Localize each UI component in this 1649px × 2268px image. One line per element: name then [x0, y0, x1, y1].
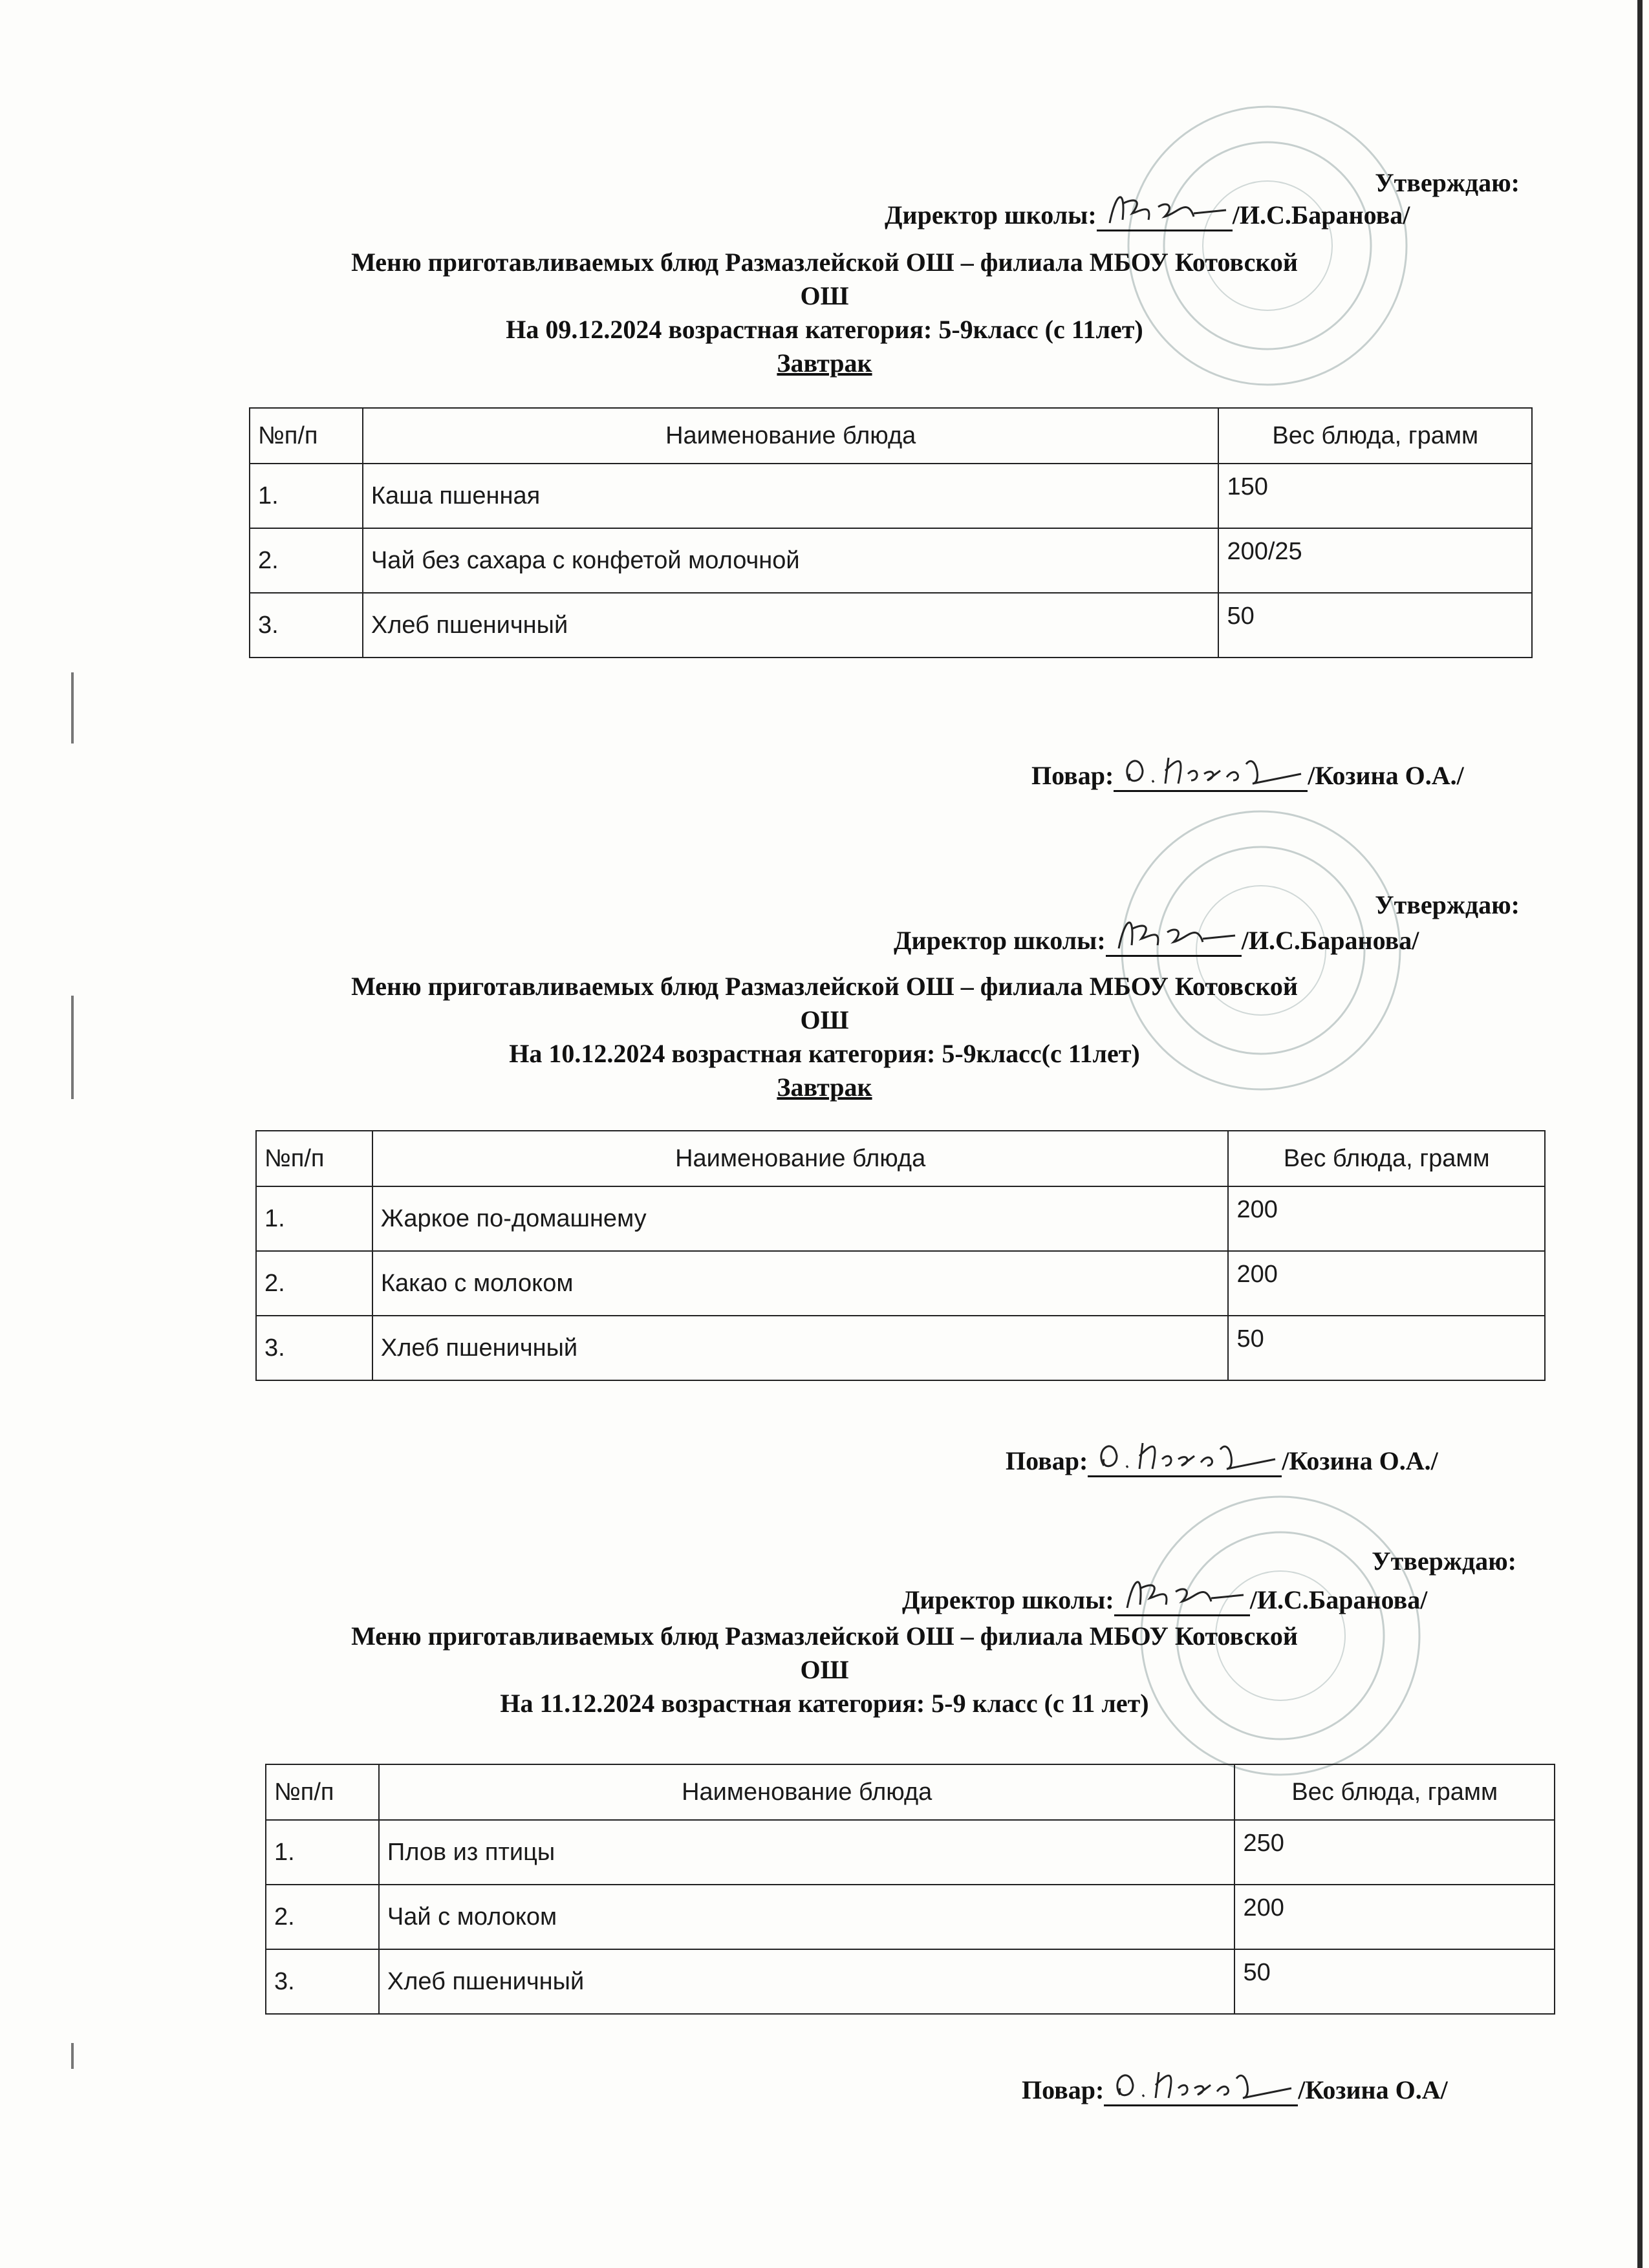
col-header-weight: Вес блюда, грамм [1234, 1764, 1555, 1820]
dish-weight: 50 [1234, 1949, 1555, 2014]
cook-signature [1114, 745, 1308, 797]
col-header-dish: Наименование блюда [379, 1764, 1235, 1820]
menu-title-line2: ОШ [800, 1655, 849, 1684]
dish-weight: 200 [1234, 1885, 1555, 1949]
table-row [250, 528, 1532, 593]
table-row [266, 1885, 1555, 1949]
menu-date-line: На 11.12.2024 возрастная категория: 5-9 класс (с 11 лет) [500, 1689, 1149, 1718]
director-label: Директор школы: [885, 200, 1097, 230]
menu-title-line1: Меню приготавливаемых блюд Размазлейской ОШ – филиала МБОУ Котовской [351, 248, 1298, 277]
dish-weight: 200/25 [1218, 528, 1532, 593]
cook-name: /Козина О.А./ [1282, 1446, 1438, 1475]
dish-name: Хлеб пшеничный [372, 1316, 1229, 1380]
col-header-number: №п/п [250, 408, 363, 464]
menu-table [255, 1130, 1546, 1381]
row-number: 2. [266, 1885, 379, 1949]
menu-date-line: На 09.12.2024 возрастная категория: 5-9класс (с 11лет) [506, 315, 1143, 344]
table-row [266, 1820, 1555, 1885]
cook-label: Повар: [1022, 2075, 1105, 2104]
row-number: 1. [256, 1186, 372, 1251]
director-signature [1106, 910, 1242, 961]
director-signature [1114, 1569, 1250, 1621]
scan-mark [71, 672, 74, 744]
director-label: Директор школы: [894, 926, 1106, 955]
table-row [250, 593, 1532, 658]
col-header-number: №п/п [256, 1131, 372, 1186]
row-number: 3. [266, 1949, 379, 2014]
dish-name: Чай без сахара с конфетой молочной [363, 528, 1219, 593]
director-line [885, 199, 1410, 231]
dish-weight: 200 [1228, 1251, 1545, 1316]
menu-date-line: На 10.12.2024 возрастная категория: 5-9класс(с 11лет) [509, 1039, 1140, 1068]
menu-title [0, 1620, 1649, 1720]
director-signature-field [1106, 929, 1242, 957]
cook-signature-field [1104, 2079, 1298, 2106]
col-header-weight: Вес блюда, грамм [1218, 408, 1532, 464]
director-signature [1097, 184, 1233, 236]
table-header-row [250, 408, 1532, 464]
table-header-row [256, 1131, 1545, 1186]
cook-signature [1104, 2059, 1298, 2111]
director-label: Директор школы: [902, 1585, 1114, 1614]
cook-signature [1088, 1430, 1282, 1482]
dish-name: Какао с молоком [372, 1251, 1229, 1316]
dish-name: Хлеб пшеничный [379, 1949, 1235, 2014]
table-row [256, 1251, 1545, 1316]
director-line [894, 925, 1419, 957]
menu-title-line2: ОШ [800, 281, 849, 310]
row-number: 2. [250, 528, 363, 593]
row-number: 3. [250, 593, 363, 658]
menu-table [265, 1764, 1555, 2015]
dish-name: Чай с молоком [379, 1885, 1235, 1949]
row-number: 3. [256, 1316, 372, 1380]
cook-label: Повар: [1031, 761, 1114, 790]
table-header-row [266, 1764, 1555, 1820]
menu-title [0, 970, 1649, 1104]
table-row [266, 1949, 1555, 2014]
meal-label: Завтрак [777, 1073, 872, 1102]
menu-title-line2: ОШ [800, 1005, 849, 1034]
director-name: /И.С.Баранова/ [1249, 1585, 1428, 1614]
dish-weight: 200 [1228, 1186, 1545, 1251]
director-line [902, 1584, 1427, 1616]
table-row [256, 1186, 1545, 1251]
menu-title [0, 246, 1649, 380]
dish-weight: 150 [1218, 464, 1532, 528]
row-number: 2. [256, 1251, 372, 1316]
approve-label: Утверждаю: [1375, 168, 1520, 197]
cook-line [1022, 2074, 1448, 2106]
col-header-dish: Наименование блюда [372, 1131, 1229, 1186]
scan-mark [71, 2043, 74, 2069]
cook-signature-field [1114, 764, 1308, 792]
table-row [250, 464, 1532, 528]
table-row [256, 1316, 1545, 1380]
dish-name: Жаркое по-домашнему [372, 1186, 1229, 1251]
meal-label: Завтрак [777, 348, 872, 378]
menu-title-line1: Меню приготавливаемых блюд Размазлейской ОШ – филиала МБОУ Котовской [351, 972, 1298, 1001]
col-header-dish: Наименование блюда [363, 408, 1219, 464]
director-name: /И.С.Баранова/ [1232, 200, 1410, 230]
approve-label: Утверждаю: [1375, 890, 1520, 919]
dish-name: Хлеб пшеничный [363, 593, 1219, 658]
cook-signature-field [1088, 1450, 1282, 1477]
col-header-weight: Вес блюда, грамм [1228, 1131, 1545, 1186]
cook-line [1031, 760, 1464, 792]
dish-weight: 50 [1218, 593, 1532, 658]
dish-weight: 50 [1228, 1316, 1545, 1380]
director-name: /И.С.Баранова/ [1241, 926, 1419, 955]
director-signature-field [1097, 204, 1233, 231]
cook-label: Повар: [1006, 1446, 1088, 1475]
menu-title-line1: Меню приготавливаемых блюд Размазлейской ОШ – филиала МБОУ Котовской [351, 1621, 1298, 1651]
dish-weight: 250 [1234, 1820, 1555, 1885]
row-number: 1. [266, 1820, 379, 1885]
approve-label: Утверждаю: [1372, 1546, 1516, 1576]
cook-name: /Козина О.А/ [1298, 2075, 1448, 2104]
cook-name: /Козина О.А./ [1308, 761, 1464, 790]
director-signature-field [1114, 1589, 1250, 1616]
cook-line [1006, 1445, 1438, 1477]
row-number: 1. [250, 464, 363, 528]
menu-table [249, 407, 1533, 658]
dish-name: Каша пшенная [363, 464, 1219, 528]
col-header-number: №п/п [266, 1764, 379, 1820]
dish-name: Плов из птицы [379, 1820, 1235, 1885]
